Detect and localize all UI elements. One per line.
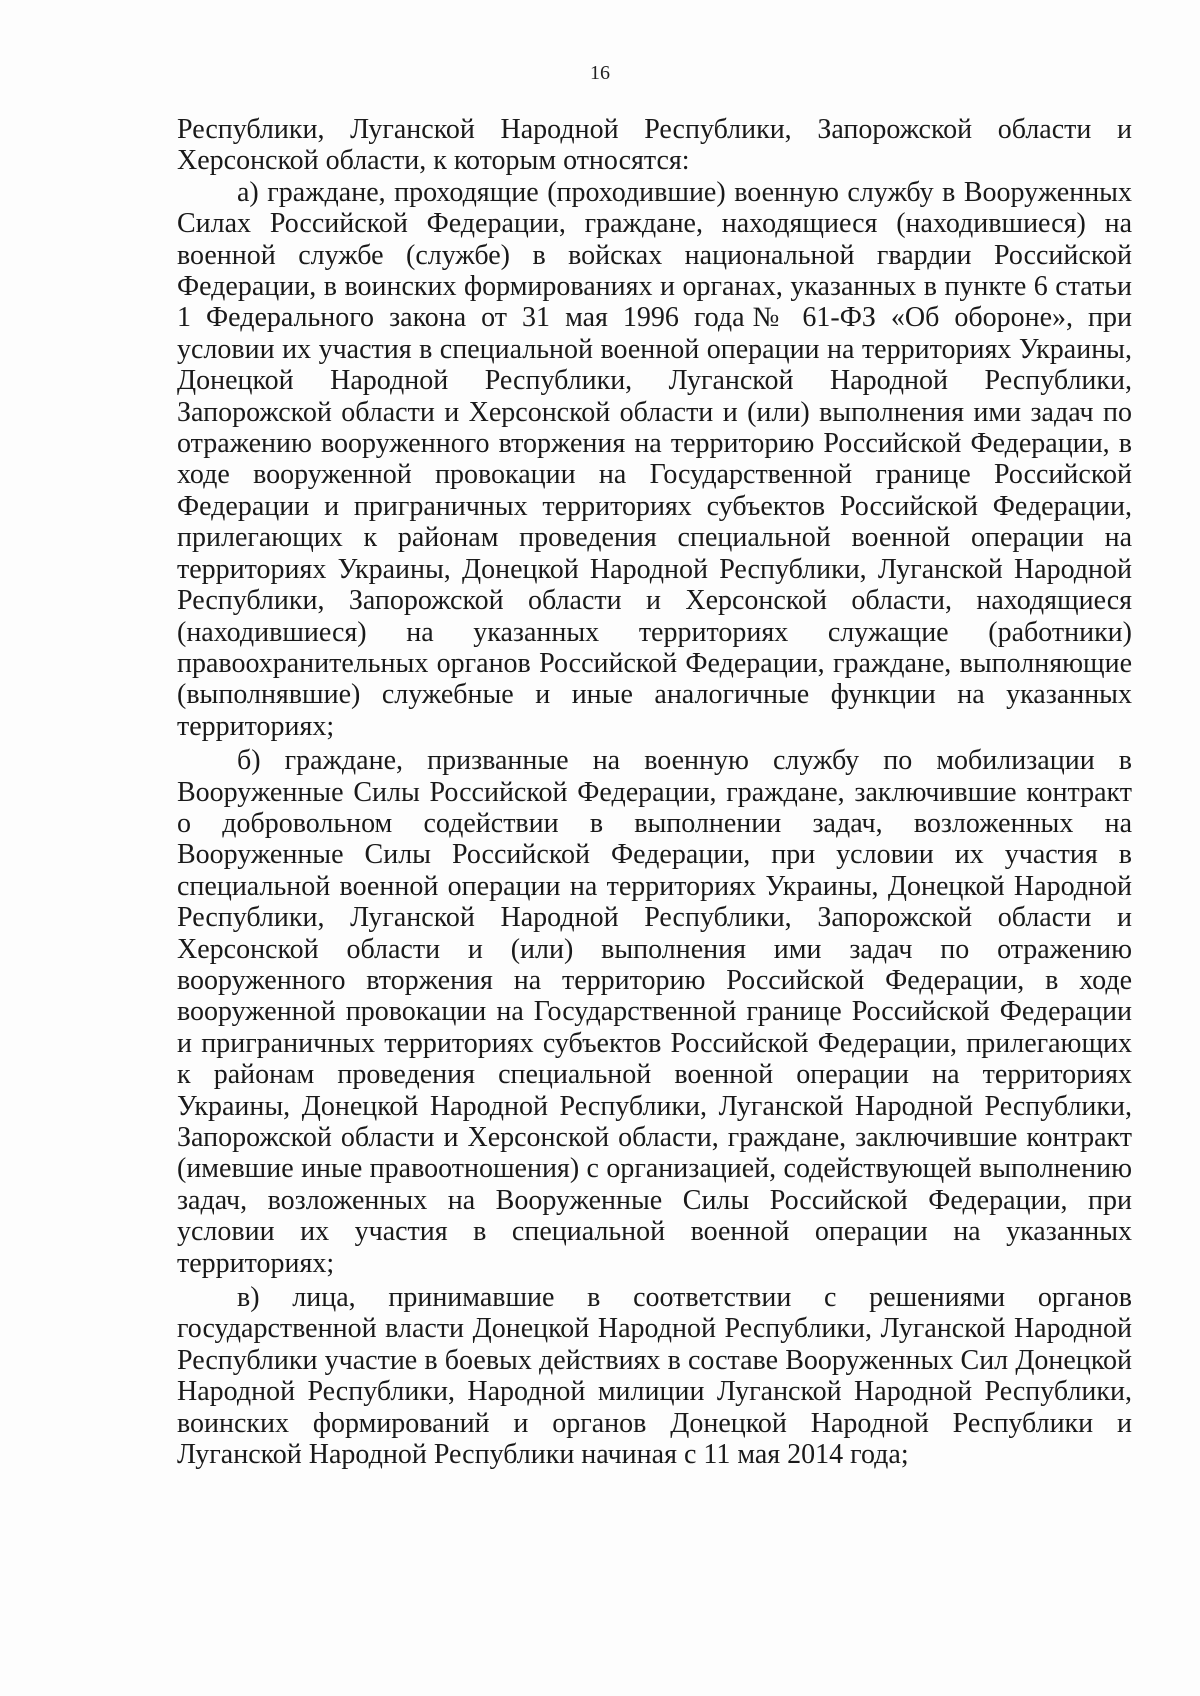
paragraph-continuation: Республики, Луганской Народной Республики, Запорожской области и Херсонской области, к которым относятся: (177, 114, 1132, 177)
paragraph-item-b: б) граждане, призванные на военную службу по мобилизации в Вооруженные Силы Российской Федерации, граждане, заключившие контракт о добровольном содействии в выполнении задач, возложенных на Вооруженные Силы Российской Федерации, при условии их участия в специальной военной операции на территориях Украины, Донецкой Народной Республики, Луганской Народной Республики, Запорожской области и Херсонской области и (или) выполнения ими задач по отражению вооруженного вторжения на территорию Российской Федерации, в ходе вооруженной провокации на Государственной границе Российской Федерации и приграничных территориях субъектов Российской Федерации, прилегающих к районам проведения специальной военной операции на территориях Украины, Донецкой Народной Республики, Луганской Народной Республики, Запорожской области и Херсонской области, граждане, заключившие контракт (имевшие иные правоотношения) с организацией, содействующей выполнению задач, возложенных на Вооруженные Силы Российской Федерации, при условии их участия в специальной военной операции на указанных территориях; (177, 745, 1132, 1279)
document-body (177, 114, 1132, 1470)
page-number: 16 (590, 62, 610, 84)
paragraph-item-a: а) граждане, проходящие (проходившие) военную службу в Вооруженных Силах Российской Федерации, граждане, находящиеся (находившиеся) на военной службе (службе) в войсках национальной гвардии Российской Федерации, в воинских формированиях и органах, указанных в пункте 6 статьи 1 Федерального закона от 31 мая 1996 года№ 61-ФЗ «Об обороне», при условии их участия в специальной военной операции на территориях Украины, Донецкой Народной Республики, Луганской Народной Республики, Запорожской области и Херсонской области и (или) выполнения ими задач по отражению вооруженного вторжения на территорию Российской Федерации, в ходе вооруженной провокации на Государственной границе Российской Федерации и приграничных территориях субъектов Российской Федерации, прилегающих к районам проведения специальной военной операции на территориях Украины, Донецкой Народной Республики, Луганской Народной Республики, Запорожской области и Херсонской области, находящиеся (находившиеся) на указанных территориях служащие (работники) правоохранительных органов Российской Федерации, граждане, выполняющие (выполнявшие) служебные и иные аналогичные функции на указанных территориях; (177, 176, 1132, 742)
paragraph-item-c: в) лица, принимавшие в соответствии с решениями органов государственной власти Донецкой Народной Республики, Луганской Народной Республики участие в боевых действиях в составе Вооруженных Сил Донецкой Народной Республики, Народной милиции Луганской Народной Республики, воинских формирований и органов Донецкой Народной Республики и Луганской Народной Республики начиная с 11 мая 2014 года; (177, 1282, 1132, 1471)
